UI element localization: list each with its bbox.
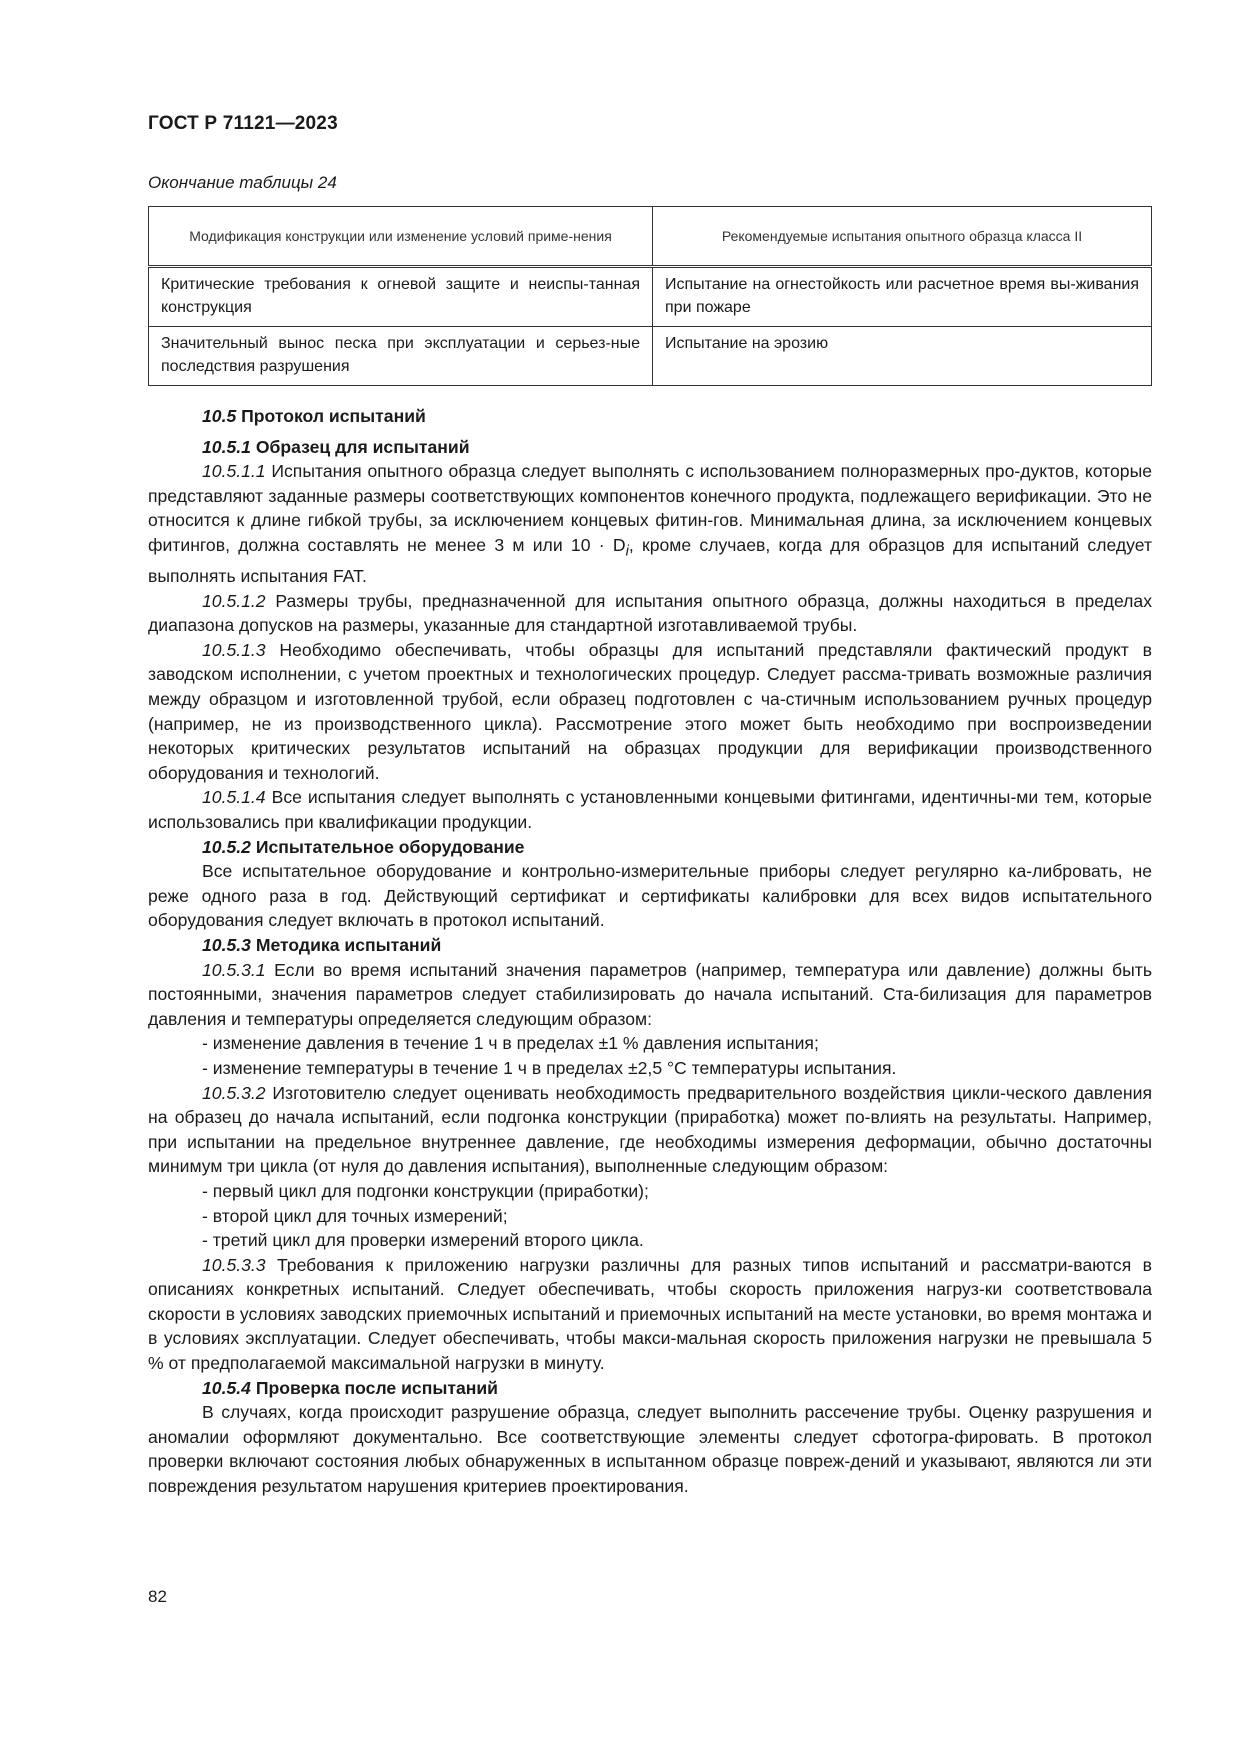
- paragraph-10-5-3-3: [148, 1253, 1152, 1376]
- section-number: 10.5.3: [202, 934, 251, 955]
- paragraph-number: 10.5.3.2: [202, 1082, 266, 1103]
- paragraph-number: 10.5.1.2: [202, 590, 266, 611]
- paragraph-text: Изготовителю следует оценивать необходимость предварительного воздействия цикли-ческого давления на образец до начала испытаний, если подгонка конструкции (приработка) может по-влиять на результаты. Например, при испытании на предельное внутреннее давление, где необходимы измерения деформации, обычно достаточны минимум три цикла (от нуля до давления испытания), выполненные следующим образом:: [148, 1082, 1152, 1177]
- paragraph-10-5-1-4: [148, 785, 1152, 834]
- paragraph-number: 10.5.3.3: [202, 1254, 266, 1275]
- paragraph-text-end: , кроме случаев, когда для образцов для испытаний следует выполнять испытания FAT.: [148, 534, 1152, 587]
- paragraph-number: 10.5.3.1: [202, 959, 266, 980]
- table-caption: Окончание таблицы 24: [148, 173, 337, 192]
- paragraph-text: Требования к приложению нагрузки различны для разных типов испытаний и рассматри-ваются в описаниях конкретных испытаний. Следует обеспечивать, чтобы скорость приложения нагруз-ки соответствовала скорости в условиях заводских приемочных испытаний и приемочных испытаний на месте установки, во время монтажа и в условиях эксплуатации. Следует обеспечивать, чтобы макси-мальная скорость приложения нагрузки не превышала 5 % от предполагаемой максимальной нагрузки в минуту.: [148, 1254, 1152, 1374]
- paragraph-10-5-1-1: [148, 459, 1152, 588]
- table-row: [149, 267, 1152, 327]
- paragraph-10-5-4: В случаях, когда происходит разрушение образца, следует выполнить рассечение трубы. Оценку разрушения и аномалии оформляют документально. Все соответствующие элементы следует сфотогра-фировать. В протокол проверки включают состояния любых обнаруженных в испытанном образце повреж-дений и указывают, являются ли эти повреждения результатом нарушения критериев проектирования.: [148, 1402, 1152, 1497]
- paragraph-text: Необходимо обеспечивать, чтобы образцы для испытаний представляли фактический продукт в заводском исполнении, с учетом проектных и технологических процедур. Следует рассма-тривать возможные различия между образцом и изготовленной трубой, если образец подготовлен с ча-стичным использованием ручных процедур (например, не из производственного цикла). Рассмотрение этого может быть необходимо при воспроизведении некоторых критических результатов испытаний на образцах продукции для верификации производственного оборудования и технологий.: [148, 639, 1153, 783]
- section-number: 10.5.1: [202, 436, 251, 457]
- paragraph-number: 10.5.1.1: [202, 461, 266, 482]
- paragraph-number: 10.5.1.4: [202, 787, 266, 808]
- paragraph-text: Если во время испытаний значения параметров (например, температура или давление) должны быть постоянными, значения параметров следует стабилизировать до начала испытаний. Ста-билизация для параметров давления и температуры определяется следующим образом:: [148, 959, 1153, 1029]
- list-item: - третий цикл для проверки измерений второго цикла.: [202, 1230, 644, 1251]
- table-header-row: [149, 207, 1152, 267]
- paragraph-number: 10.5.1.3: [202, 639, 266, 660]
- section-title: Методика испытаний: [255, 934, 442, 955]
- paragraph-text: Размеры трубы, предназначенной для испытания опытного образца, должны находиться в пределах диапазона допусков на размеры, указанные для стандартной изготавливаемой трубы.: [148, 590, 1152, 636]
- paragraph-text: Испытания опытного образца следует выполнять с использованием полноразмерных про-дуктов, которые представляют заданные размеры соответствующих компонентов конечного продукта, подлежащего верификации. Это не относится к длине гибкой трубы, за исключением концевых фитин-гов. Минимальная длина, за исключением концевых фитингов, должна составлять не менее 3 м или 10 · D: [148, 461, 1152, 555]
- table-cell: Испытание на эрозию: [653, 327, 1152, 386]
- paragraph-10-5-3-1: [148, 958, 1152, 1032]
- table-cell: Критические требования к огневой защите и неиспы-танная конструкция: [149, 267, 653, 327]
- list-item: - изменение давления в течение 1 ч в пределах ±1 % давления испытания;: [202, 1033, 819, 1054]
- section-number: 10.5: [202, 406, 237, 426]
- list-item: - изменение температуры в течение 1 ч в пределах ±2,5 °С температуры испытания.: [202, 1057, 897, 1078]
- section-heading-10-5: [148, 404, 1152, 429]
- paragraph-text: Все испытания следует выполнять с установленными концевыми фитингами, идентичны-ми тем, которые использовались при квалификации продукции.: [148, 787, 1152, 833]
- section-title: Испытательное оборудование: [255, 836, 525, 857]
- list-item: - второй цикл для точных измерений;: [202, 1205, 508, 1226]
- section-title: Образец для испытаний: [255, 436, 470, 457]
- document-header: ГОСТ Р 71121—2023: [148, 113, 338, 134]
- section-heading-10-5-4: [148, 1376, 1152, 1401]
- section-heading-10-5-3: [148, 933, 1152, 958]
- column-header-recommended-tests: Рекомендуемые испытания опытного образца класса II: [653, 207, 1152, 267]
- section-number: 10.5.2: [202, 836, 251, 857]
- list-item: - первый цикл для подгонки конструкции (приработки);: [202, 1180, 649, 1201]
- paragraph-10-5-1-2: [148, 589, 1152, 638]
- column-header-modification: Модификация конструкции или изменение условий приме-нения: [149, 207, 653, 267]
- modification-table: [148, 206, 1152, 386]
- section-title: Протокол испытаний: [241, 406, 426, 426]
- table-cell: Значительный вынос песка при эксплуатации и серьез-ные последствия разрушения: [149, 327, 653, 386]
- subscript-i: i: [625, 543, 629, 560]
- document-body: [148, 404, 1152, 1499]
- section-number: 10.5.4: [202, 1377, 251, 1398]
- table-row: [149, 327, 1152, 386]
- paragraph-10-5-1-3: [148, 638, 1152, 786]
- section-heading-10-5-1: [148, 435, 1152, 460]
- section-title: Проверка после испытаний: [255, 1377, 499, 1398]
- table-cell: Испытание на огнестойкость или расчетное время вы-живания при пожаре: [653, 267, 1152, 327]
- page-number: 82: [148, 1587, 167, 1606]
- paragraph-10-5-3-2: [148, 1081, 1152, 1179]
- paragraph-10-5-2: Все испытательное оборудование и контрольно-измерительные приборы следует регулярно ка-либровать, не реже одного раза в год. Действующий сертификат и сертификаты калибровки для всех видов испытательного оборудования следует включать в протокол испытаний.: [148, 861, 1152, 931]
- section-heading-10-5-2: [148, 835, 1152, 860]
